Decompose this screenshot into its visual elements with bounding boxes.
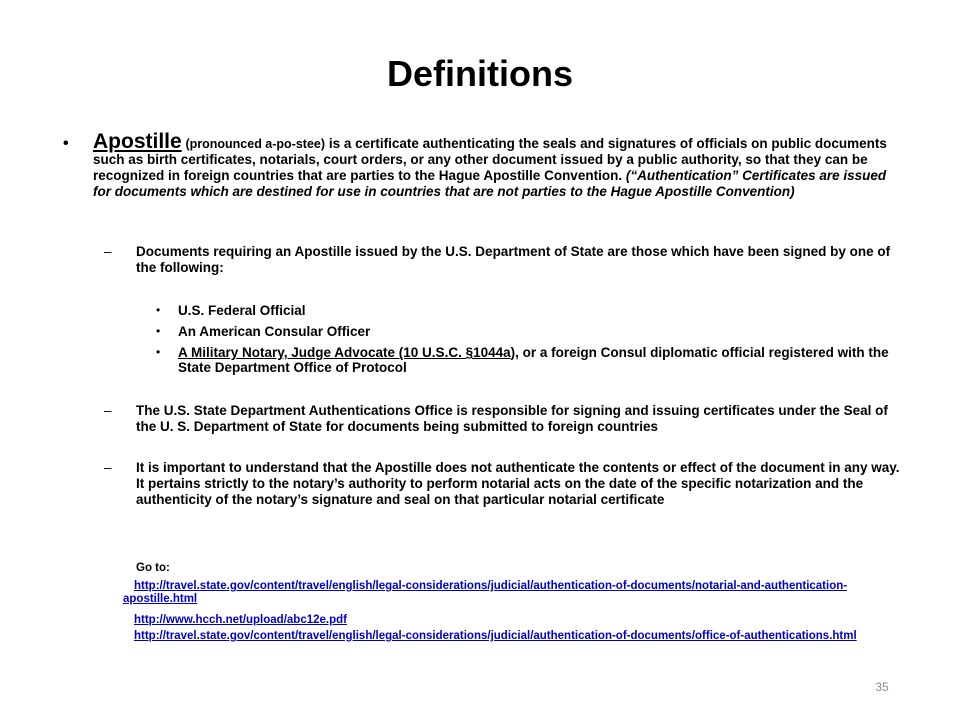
sub-bullet-authentications-office (104, 403, 906, 435)
link-hcch-abc12e[interactable]: http://www.hcch.net/upload/abc12e.pdf (134, 614, 347, 626)
link-office-of-authentications[interactable]: http://travel.state.gov/content/travel/english/legal-considerations/judicial/authentication-of-documents/office-of-authentications.html (134, 630, 857, 642)
list-item (156, 324, 898, 339)
pronunciation: (pronounced a-po-stee) (185, 137, 326, 151)
sub-bullet-text: Documents requiring an Apostille issued by the U.S. Department of State are those which have been signed by one of the following: (136, 244, 891, 275)
list-item-text: ), or a foreign Consul diplomatic official registered with the State Department Office of Protocol (178, 345, 889, 375)
bullet-icon: • (156, 345, 161, 359)
authentication-note: (“Authentication” Certificates are issued for documents which are destined for use in countries that are not parties to the Hague Apostille Convention) (93, 168, 887, 199)
page-title: Definitions (387, 53, 573, 94)
bullet-icon: • (156, 303, 161, 317)
apostille-term: Apostille (93, 130, 182, 153)
sub-bullet-text: It is important to understand that the Apostille does not authenticate the contents or effect of the document in any way. It pertains strictly to the notary’s authority to perform notarial acts on the date of the specific notarization and the authenticity of the notary’s signature and seal on that particular notarial certificate (136, 460, 900, 507)
bullet-icon: • (156, 324, 161, 338)
apostille-definition (63, 130, 905, 200)
sub-bullet-text: The U.S. State Department Authentications Office is responsible for signing and issuing certificates under the Seal of the U. S. Department of State for documents being submitted to foreign countries (136, 403, 888, 434)
link-notarial-apostille[interactable]: http://travel.state.gov/content/travel/english/legal-considerations/judicial/authentication-of-documents/notarial-and-authentication-apostille.html (123, 580, 848, 605)
sub-bullet-documents (104, 244, 906, 276)
bullet-icon: • (63, 135, 69, 152)
list-item-text: An American Consular Officer (178, 324, 371, 339)
dash-icon: – (104, 403, 112, 418)
page-number: 35 (875, 680, 889, 694)
list-item (156, 345, 898, 375)
military-notary-link[interactable]: A Military Notary, Judge Advocate (10 U.S.C. §1044a (178, 345, 511, 360)
sub-bullet-apostille-scope (104, 460, 906, 508)
dash-icon: – (104, 460, 112, 475)
dash-icon: – (104, 244, 112, 259)
definition-text: is a certificate authenticating the seals and signatures of officials on public documents such as birth certificates, notarials, court orders, or any other document issued by a public authority, so that they can be recognized in foreign countries that are parties to the Hague Apostille Convention. (93, 136, 887, 183)
list-item (156, 303, 898, 318)
goto-label: Go to: (136, 562, 170, 574)
list-item-text: U.S. Federal Official (178, 303, 306, 318)
